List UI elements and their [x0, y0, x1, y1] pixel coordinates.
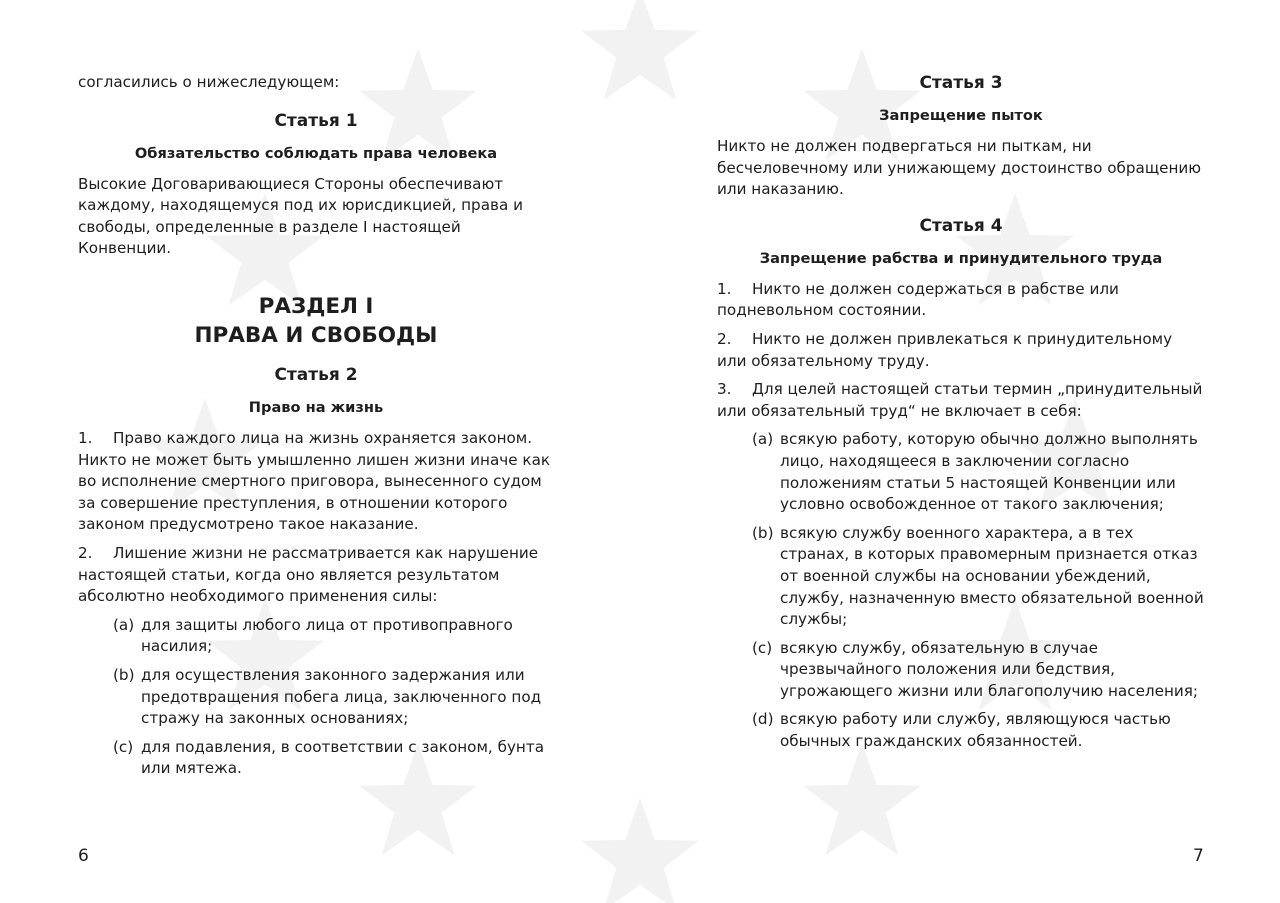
article-4-title: Статья 4 [919, 215, 1003, 236]
list-item [113, 615, 554, 658]
paragraph-number: 3. [717, 380, 732, 399]
paragraph-number: 2. [717, 329, 732, 348]
star-icon [581, 0, 699, 100]
paragraph-number: 1. [717, 279, 732, 298]
item-text: всякую службу военного характера, а в тех странах, в которых правомерным признается отказ от военной службы на основании убеждений, службу, назначенную вместо обязательной военной службы; [780, 523, 1204, 629]
item-text: всякую работу или службу, являющуюся частью обычных гражданских обязанностей. [780, 710, 1171, 751]
list-item [752, 638, 1205, 703]
article-3-subtitle: Запрещение пыток [879, 107, 1043, 124]
item-text: всякую работу, которую обычно должно выполнять лицо, находящееся в заключении согласно положениям статьи 5 настоящей Конвенции или условно освобожденное от такого заключения; [780, 430, 1198, 514]
numbered-paragraph [78, 543, 554, 608]
paragraph-number: 2. [78, 543, 93, 562]
numbered-paragraph [717, 279, 1205, 322]
paragraph-text: Право каждого лица на жизнь охраняется законом. Никто не может быть умышленно лишен жизни иначе как во исполнение смертного приговора, вынесенного судом за совершение преступления, в отношении которого законом предусмотрено такое наказание. [78, 428, 551, 534]
article-4-subtitle: Запрещение рабства и принудительного труда [759, 249, 1163, 267]
star-icon [581, 798, 699, 903]
section-number: РАЗДЕЛ I [258, 293, 374, 319]
page-number-right: 7 [1193, 846, 1204, 866]
right-page [717, 72, 1205, 760]
item-text: всякую службу, обязательную в случае чрезвычайного положения или бедствия, угрожающего жизни или благополучию населения; [780, 638, 1199, 700]
paragraph-text: Никто не должен привлекаться к принудительному или обязательному труду. [717, 329, 1173, 370]
item-text: для подавления, в соответствии с законом, бунта или мятежа. [141, 737, 545, 778]
paragraph-number: 1. [78, 428, 93, 447]
article-2-title: Статья 2 [274, 364, 358, 385]
left-page [78, 72, 554, 787]
item-text: для защиты любого лица от противоправного насилия; [141, 615, 513, 656]
article-1-subtitle: Обязательство соблюдать права человека [134, 144, 498, 162]
list-item [752, 429, 1205, 515]
article-3-text: Никто не должен подвергаться ни пыткам, ни бесчеловечному или унижающему достоинство обращению или наказанию. [717, 137, 1202, 199]
paragraph-text: Никто не должен содержаться в рабстве или подневольном состоянии. [717, 279, 1119, 320]
article-1-text: Высокие Договаривающиеся Стороны обеспечивают каждому, находящемуся под их юрисдикцией, права и свободы, определенные в разделе I настоящей Конвенции. [78, 174, 523, 258]
lettered-list [752, 429, 1205, 752]
section-heading [78, 292, 554, 350]
item-letter: (c) [113, 737, 134, 756]
item-text: для осуществления законного задержания или предотвращения побега лица, заключенного под стражу на законных основаниях; [141, 665, 542, 728]
article-2-subtitle: Право на жизнь [248, 398, 384, 416]
item-letter: (a) [752, 430, 774, 449]
page-number-left: 6 [78, 846, 89, 866]
numbered-paragraph [717, 329, 1205, 372]
item-letter: (c) [752, 638, 773, 657]
list-item [113, 665, 554, 730]
item-letter: (b) [752, 523, 774, 542]
star-icon [803, 743, 921, 855]
paragraph-text: Лишение жизни не рассматривается как нарушение настоящей статьи, когда оно является результатом абсолютно необходимого применения силы: [78, 543, 539, 606]
item-letter: (d) [752, 710, 774, 729]
article-1-title: Статья 1 [274, 110, 358, 131]
list-item [752, 709, 1205, 752]
item-letter: (a) [113, 615, 135, 634]
list-item [752, 523, 1205, 631]
item-letter: (b) [113, 665, 135, 684]
list-item [113, 737, 554, 780]
numbered-paragraph [717, 379, 1205, 422]
paragraph-text: Для целей настоящей статьи термин „принудительный или обязательный труд“ не включает в себя: [717, 380, 1203, 420]
numbered-paragraph [78, 428, 554, 536]
section-title: ПРАВА И СВОБОДЫ [194, 322, 438, 348]
intro-text: согласились о нижеследующем: [78, 73, 340, 91]
lettered-list [113, 615, 554, 780]
article-3-title: Статья 3 [919, 73, 1003, 93]
